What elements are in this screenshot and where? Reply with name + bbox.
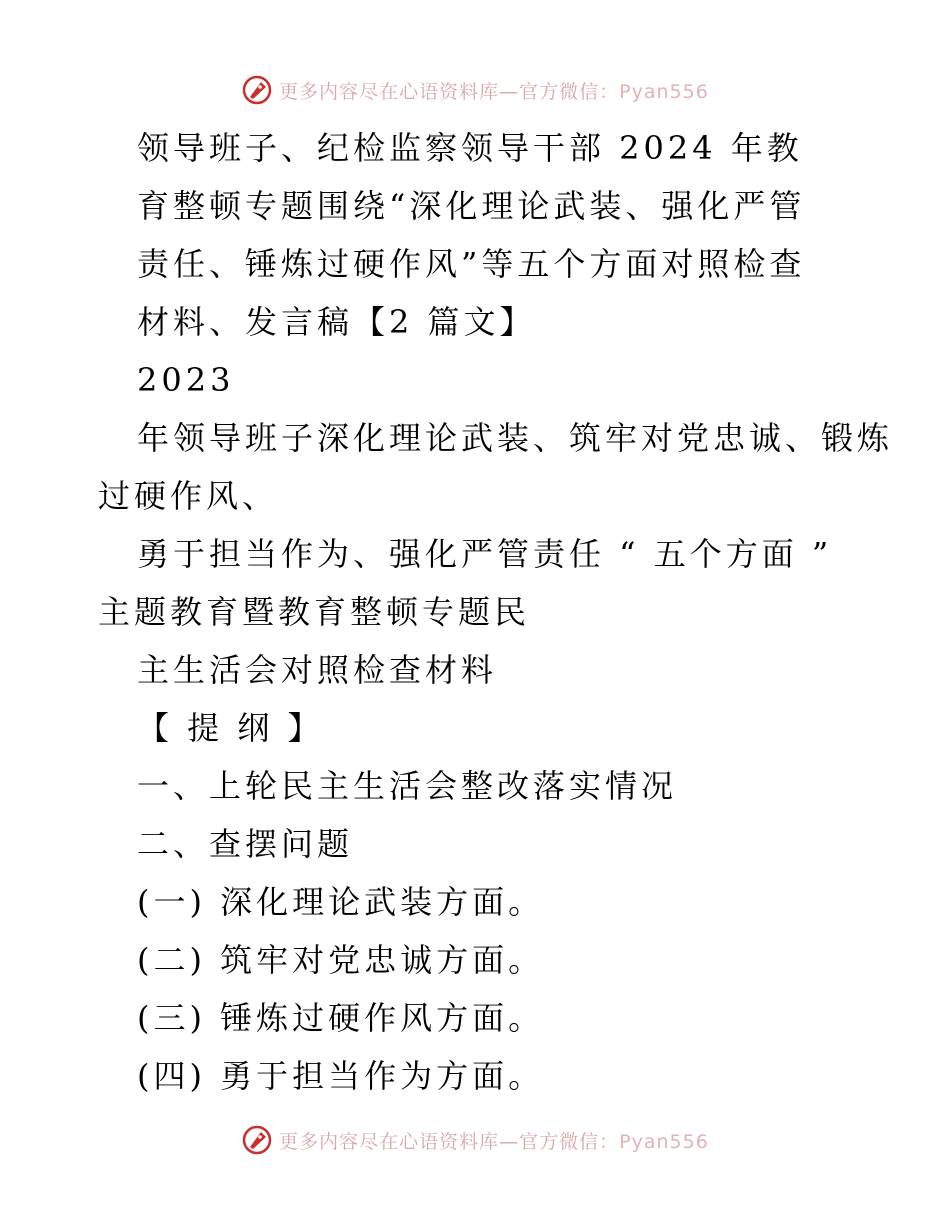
title-line-3: 责任、锤炼过硬作风”等五个方面对照检查 [137, 245, 806, 283]
outline-subitem-2: (二) 筑牢对党忠诚方面。 [137, 941, 545, 979]
subtitle-line-3: 勇于担当作为、强化严管责任 “ 五个方面 ” [137, 535, 833, 573]
pen-nib-logo-icon [241, 1124, 273, 1156]
subtitle-line-2: 过硬作风、 [98, 477, 279, 515]
banner-label: 更多内容尽在心语资料库—官方微信： [279, 1130, 620, 1153]
subtitle-line-1: 年领导班子深化理论武装、筑牢对党忠诚、锻炼 [137, 419, 894, 457]
outline-item-1: 一、上轮民主生活会整改落实情况 [137, 767, 678, 805]
wechat-id: Pyan556 [619, 1130, 709, 1153]
outline-heading: 【 提 纲 】 [137, 709, 324, 747]
subtitle-year: 2023 [137, 361, 235, 399]
header-banner [0, 70, 950, 110]
banner-text [279, 77, 709, 104]
banner-label: 更多内容尽在心语资料库—官方微信： [279, 80, 620, 103]
title-line-1: 领导班子、纪检监察领导干部 2024 年教 [137, 129, 803, 167]
title-line-2: 育整顿专题围绕“深化理论武装、强化严管 [137, 187, 806, 225]
outline-subitem-3: (三) 锤炼过硬作风方面。 [137, 999, 545, 1037]
outline-subitem-4: (四) 勇于担当作为方面。 [137, 1057, 545, 1095]
subtitle-line-5: 主生活会对照检查材料 [137, 651, 498, 689]
banner-text [279, 1127, 709, 1154]
title-line-4: 材料、发言稿【2 篇文】 [137, 303, 536, 341]
outline-subitem-1: (一) 深化理论武装方面。 [137, 883, 545, 921]
footer-banner [0, 1120, 950, 1160]
pen-nib-logo-icon [241, 74, 273, 106]
outline-item-2: 二、查摆问题 [137, 825, 354, 863]
subtitle-line-4: 主题教育暨教育整顿专题民 [98, 593, 531, 631]
wechat-id: Pyan556 [619, 80, 709, 103]
